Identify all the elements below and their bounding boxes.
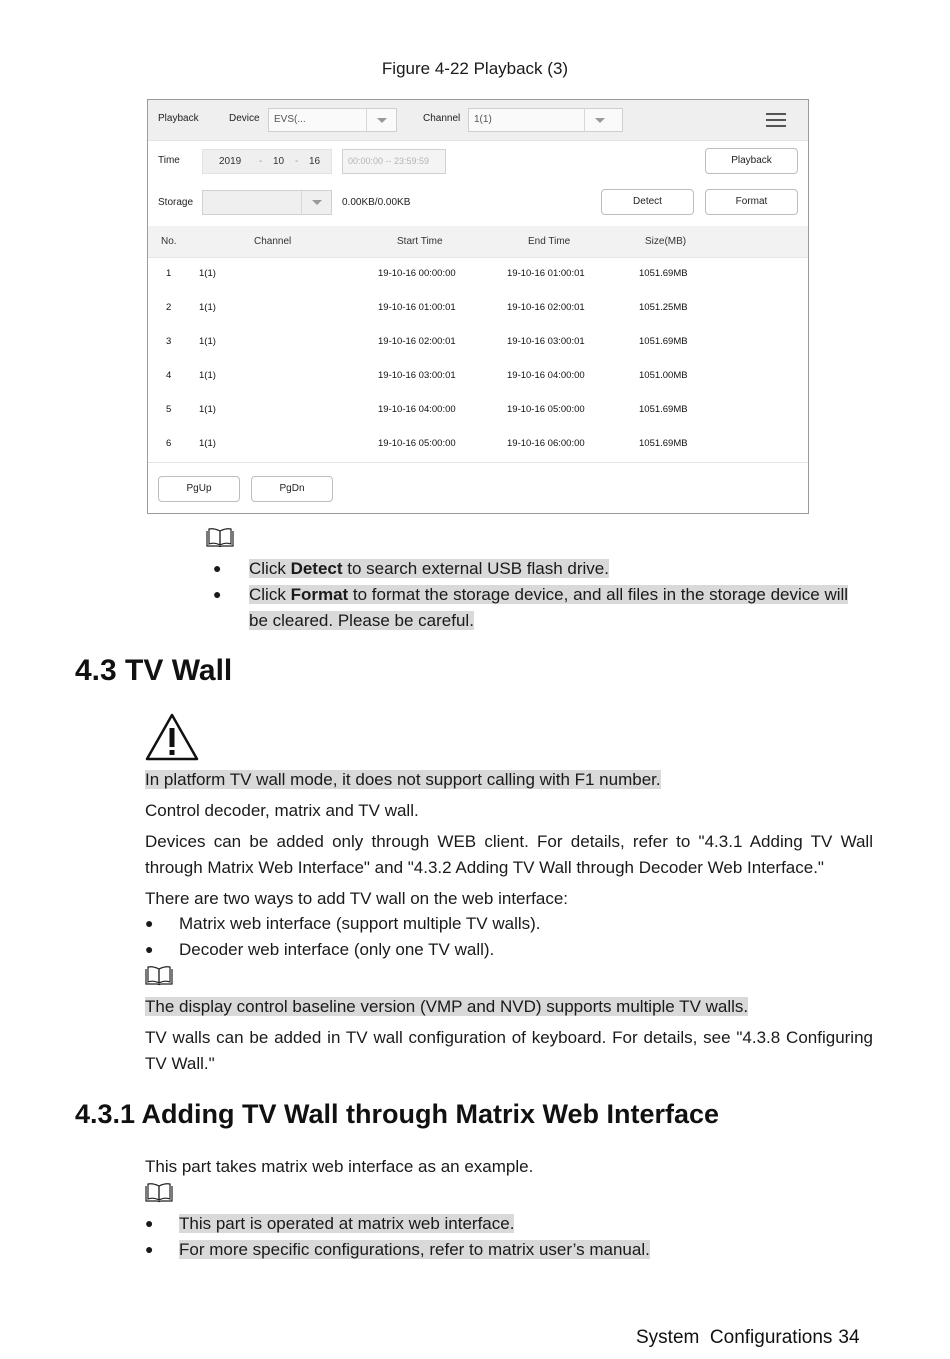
cell-size: 1051.69MB	[639, 404, 688, 415]
text: For more specific configurations, refer to matrix user’s manual.	[179, 1240, 650, 1259]
text: The display control baseline version (VMP and NVD) supports multiple TV walls.	[145, 997, 749, 1016]
col-size: Size(MB)	[645, 236, 687, 247]
cell-end: 19-10-16 05:00:00	[507, 404, 585, 415]
cell-size: 1051.69MB	[639, 336, 688, 347]
bullet-icon: ●	[213, 586, 222, 602]
table-row[interactable]	[148, 326, 808, 360]
date-sep: -	[295, 156, 299, 167]
cell-channel: 1(1)	[199, 404, 216, 415]
page-footer	[636, 1327, 860, 1349]
device-select[interactable]	[268, 108, 397, 132]
col-channel: Channel	[254, 236, 292, 247]
list-item: Decoder web interface (only one TV wall).	[179, 940, 495, 959]
detect-button[interactable]: Detect	[601, 189, 694, 215]
date-day: 16	[309, 156, 321, 167]
channel-select[interactable]	[468, 108, 623, 132]
playback-button[interactable]: Playback	[705, 148, 798, 174]
date-sep: -	[259, 156, 263, 167]
cell-channel: 1(1)	[199, 302, 216, 313]
time-range-input[interactable]: 00:00:00 -- 23:59:59	[342, 149, 446, 174]
playback-title: Playback	[158, 113, 199, 124]
col-start-time: Start Time	[397, 236, 443, 247]
cell-no: 4	[166, 370, 172, 381]
text: be cleared. Please be careful.	[249, 611, 474, 630]
cell-start: 19-10-16 04:00:00	[378, 404, 456, 415]
cell-no: 3	[166, 336, 172, 347]
table-footer	[148, 462, 808, 514]
playback-screenshot	[147, 99, 809, 514]
chevron-down-icon	[301, 191, 331, 214]
cell-start: 19-10-16 03:00:01	[378, 370, 456, 381]
cell-channel: 1(1)	[199, 336, 216, 347]
cell-size: 1051.69MB	[639, 438, 688, 449]
cell-no: 2	[166, 302, 172, 313]
text: This part is operated at matrix web interface.	[179, 1214, 515, 1233]
footer-chapter: System Configurations	[636, 1327, 833, 1348]
menu-icon[interactable]	[766, 112, 788, 128]
cell-size: 1051.69MB	[639, 268, 688, 279]
table-row[interactable]	[148, 428, 808, 462]
cell-no: 5	[166, 404, 172, 415]
warning-triangle-icon	[145, 713, 199, 761]
cell-channel: 1(1)	[199, 370, 216, 381]
cell-start: 19-10-16 00:00:00	[378, 268, 456, 279]
table-row[interactable]	[148, 360, 808, 394]
book-icon	[145, 966, 173, 986]
channel-label: Channel	[423, 113, 461, 124]
cell-channel: 1(1)	[199, 438, 216, 449]
section-heading-4-3-1: 4.3.1 Adding TV Wall through Matrix Web Interface	[75, 1099, 720, 1129]
pgdn-button[interactable]: PgDn	[251, 476, 333, 502]
date-picker[interactable]	[202, 149, 332, 174]
device-label: Device	[229, 113, 260, 124]
device-value: EVS(...	[274, 114, 306, 125]
list-item	[179, 1237, 650, 1263]
cell-size: 1051.00MB	[639, 370, 688, 381]
text: In platform TV wall mode, it does not support calling with F1 number.	[145, 770, 661, 789]
table-row[interactable]	[148, 258, 808, 292]
date-year: 2019	[219, 156, 242, 167]
paragraph: TV walls can be added in TV wall configuration of keyboard. For details, see "4.3.8 Configuring TV Wall."	[145, 1028, 873, 1073]
bold-detect: Detect	[290, 559, 343, 578]
section-heading-4-3: 4.3 TV Wall	[75, 654, 233, 687]
bullet-icon: ●	[213, 560, 222, 576]
channel-value: 1(1)	[474, 114, 492, 125]
paragraph: There are two ways to add TV wall on the web interface:	[145, 889, 569, 908]
bullet-icon: ●	[145, 1215, 154, 1231]
note-bullet-format	[249, 582, 873, 634]
storage-capacity: 0.00KB/0.00KB	[342, 197, 411, 208]
cell-end: 19-10-16 03:00:01	[507, 336, 585, 347]
text: Click	[249, 585, 291, 604]
paragraph: Control decoder, matrix and TV wall.	[145, 801, 419, 820]
table-header	[148, 226, 808, 258]
warning-text	[145, 767, 661, 793]
pgup-button[interactable]: PgUp	[158, 476, 240, 502]
playback-toolbar	[148, 100, 808, 141]
cell-size: 1051.25MB	[639, 302, 688, 313]
storage-label: Storage	[158, 197, 194, 208]
cell-start: 19-10-16 05:00:00	[378, 438, 456, 449]
cell-no: 1	[166, 268, 172, 279]
chevron-down-icon	[584, 109, 622, 131]
cell-end: 19-10-16 06:00:00	[507, 438, 585, 449]
text: to search external USB flash drive.	[342, 559, 609, 578]
format-button[interactable]: Format	[705, 189, 798, 215]
bullet-icon: ●	[145, 915, 154, 931]
list-item	[179, 1211, 514, 1237]
cell-start: 19-10-16 02:00:01	[378, 336, 456, 347]
time-label: Time	[158, 155, 180, 166]
paragraph: This part takes matrix web interface as an example.	[145, 1157, 534, 1176]
table-row[interactable]	[148, 394, 808, 428]
list-item: Matrix web interface (support multiple TV walls).	[179, 914, 541, 933]
cell-end: 19-10-16 02:00:01	[507, 302, 585, 313]
cell-start: 19-10-16 01:00:01	[378, 302, 456, 313]
book-icon	[145, 1183, 173, 1203]
cell-no: 6	[166, 438, 172, 449]
date-month: 10	[273, 156, 285, 167]
cell-end: 19-10-16 04:00:00	[507, 370, 585, 381]
note-text	[145, 994, 748, 1020]
bullet-icon: ●	[145, 1241, 154, 1257]
cell-end: 19-10-16 01:00:01	[507, 268, 585, 279]
cell-channel: 1(1)	[199, 268, 216, 279]
text: to format the storage device, and all files in the storage device will	[348, 585, 849, 604]
page-number: 34	[838, 1327, 860, 1348]
paragraph: Devices can be added only through WEB client. For details, refer to "4.3.1 Adding TV Wall through Matrix Web Interface" and "4.3.2 Adding TV Wall through Decoder Web Interface."	[145, 832, 873, 877]
text: Click	[249, 559, 291, 578]
col-no: No.	[161, 236, 177, 247]
table-row[interactable]	[148, 292, 808, 326]
figure-caption: Figure 4-22 Playback (3)	[381, 59, 569, 78]
chevron-down-icon	[366, 109, 396, 131]
note-bullet-detect	[249, 556, 609, 582]
col-end-time: End Time	[528, 236, 571, 247]
bold-format: Format	[290, 585, 349, 604]
storage-select[interactable]	[202, 190, 332, 215]
bullet-icon: ●	[145, 941, 154, 957]
book-icon	[206, 528, 234, 548]
